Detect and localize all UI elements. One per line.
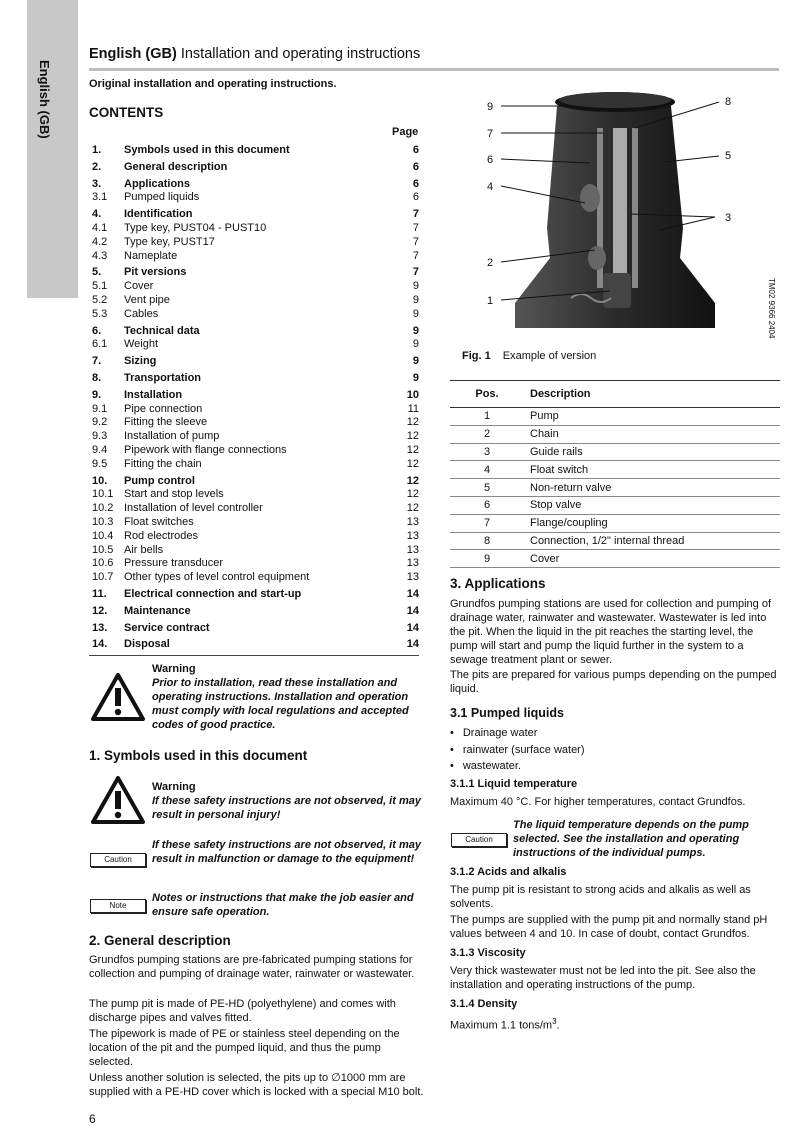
note-symbol-description: Notes or instructions that make the job easier and ensure safe operation. (152, 892, 414, 918)
toc-num: 9.3 (92, 430, 108, 443)
temperature-text: Maximum 40 °C. For higher temperatures, contact Grundfos. (450, 796, 746, 808)
toc-page: 7 (412, 235, 419, 248)
pos-header: Pos. (450, 381, 524, 408)
toc-num: 6. (92, 324, 102, 337)
toc-row (89, 372, 419, 386)
toc-num: 4.2 (92, 235, 108, 248)
toc-title: Weight (124, 338, 159, 351)
general-description-p1: Grundfos pumping stations are pre-fabricated pumping stations for collection and pumping of drainage water, rainwater or wastewater. (89, 954, 415, 980)
acids-p1: The pump pit is resistant to strong acids and alkalis as well as solvents. (450, 884, 751, 910)
toc-page: 13 (406, 557, 419, 570)
toc-row (89, 430, 419, 444)
subsection-3-1-heading: 3.1 Pumped liquids (450, 706, 564, 720)
description-cell: Float switch (524, 461, 780, 479)
side-language-label: English (GB) (37, 60, 52, 139)
toc-num: 4.1 (92, 221, 108, 234)
toc-row (89, 444, 419, 458)
contents-page-label: Page (392, 126, 419, 138)
toc-row (89, 516, 419, 530)
page-number: 6 (89, 1112, 96, 1126)
toc-row (89, 488, 419, 502)
temperature-caution-text: The liquid temperature depends on the pump selected. See the installation and operating instructions of the individual pumps. (513, 819, 749, 859)
toc-title: Identification (124, 208, 193, 221)
toc-title: Other types of level control equipment (124, 571, 310, 584)
contents-rule (89, 655, 419, 656)
toc-num: 10.7 (92, 571, 114, 584)
toc-page: 7 (412, 221, 419, 234)
pos-cell: 9 (450, 550, 524, 568)
toc-title: Disposal (124, 638, 170, 651)
pos-cell: 3 (450, 443, 524, 461)
table-row (450, 408, 780, 426)
toc-row (89, 403, 419, 417)
toc-title: Sizing (124, 355, 157, 368)
toc-num: 10.3 (92, 515, 114, 528)
toc-page: 12 (406, 474, 419, 487)
applications-p1: Grundfos pumping stations are used for collection and pumping of drainage water, rainwater and wastewater. Wastewater is led into the pit. When the liquid in the pit reaches the starting level, the pump will start and pump the liquid further in the system to a sewage treatment plant or sewer. (450, 598, 772, 666)
general-description-p2: The pump pit is made of PE-HD (polyethylene) and comes with discharge pipes and valves fitted. (89, 998, 396, 1024)
position-table (450, 380, 780, 568)
description-cell: Cover (524, 550, 780, 568)
note-icon: Note (90, 899, 146, 913)
caution-icon: Caution (451, 833, 507, 847)
description-cell: Connection, 1/2" internal thread (524, 532, 780, 550)
toc-page: 9 (412, 324, 419, 337)
toc-title: Nameplate (124, 249, 178, 262)
toc-title: Transportation (124, 371, 202, 384)
toc-num: 10.1 (92, 488, 114, 501)
toc-page: 13 (406, 529, 419, 542)
toc-page: 14 (406, 638, 419, 651)
list-item: • rainwater (surface water) (450, 742, 585, 759)
toc-page: 9 (412, 293, 419, 306)
viscosity-text: Very thick wastewater must not be led into the pit. See also the installation and operating instructions of the pump. (450, 965, 756, 991)
original-instructions-note: Original installation and operating instructions. (89, 78, 337, 90)
toc-title: Pipe connection (124, 402, 203, 415)
toc-num: 10.5 (92, 543, 114, 556)
toc-title: Air bells (124, 543, 164, 556)
toc-num: 5. (92, 266, 102, 279)
toc-row (89, 338, 419, 352)
toc-page: 6 (412, 177, 419, 190)
warning-label: Warning (152, 781, 196, 793)
toc-num: 4.3 (92, 249, 108, 262)
warning-text: If these safety instructions are not observed, it may result in personal injury! (152, 795, 421, 821)
table-row (450, 496, 780, 514)
density-end: . (556, 1019, 560, 1032)
toc-row (89, 458, 419, 472)
toc-title: Pressure transducer (124, 557, 224, 570)
subsection-3-1-3-heading: 3.1.3 Viscosity (450, 947, 526, 959)
toc-num: 11. (92, 587, 107, 600)
toc-num: 10.6 (92, 557, 114, 570)
caution-symbol-description: If these safety instructions are not observed, it may result in malfunction or damage to the equipment! (152, 839, 421, 865)
header-title: Installation and operating instructions (180, 46, 421, 62)
toc-page: 13 (406, 543, 419, 556)
toc-page: 9 (412, 338, 419, 351)
description-cell: Chain (524, 425, 780, 443)
pos-cell: 7 (450, 514, 524, 532)
toc-row (89, 557, 419, 571)
toc-num: 2. (92, 160, 102, 173)
toc-num: 14. (92, 638, 108, 651)
toc-title: Fitting the chain (124, 457, 202, 470)
callout-3: 3 (725, 212, 732, 224)
figure-label: Fig. 1 (462, 350, 491, 362)
toc-row (89, 355, 419, 369)
description-cell: Pump (524, 408, 780, 426)
toc-page: 12 (406, 443, 419, 456)
toc-page: 13 (406, 515, 419, 528)
toc-page: 6 (412, 191, 419, 204)
subsection-3-1-4-heading: 3.1.4 Density (450, 998, 518, 1010)
toc-row (89, 222, 419, 236)
callout-2: 2 (487, 257, 494, 269)
toc-page: 14 (406, 621, 419, 634)
applications-p2: The pits are prepared for various pumps depending on the pumped liquid. (450, 669, 777, 695)
toc-page: 12 (406, 488, 419, 501)
list-item: • wastewater. (450, 758, 585, 775)
callout-7: 7 (487, 128, 494, 140)
toc-page: 6 (412, 160, 419, 173)
section-2-heading: 2. General description (89, 933, 231, 948)
toc-row (89, 638, 419, 652)
toc-title: Pit versions (124, 266, 187, 279)
toc-row (89, 250, 419, 264)
toc-num: 5.1 (92, 280, 108, 293)
header-rule (89, 68, 779, 71)
toc-num: 9.5 (92, 457, 108, 470)
figure-caption-text: Example of version (502, 350, 597, 362)
toc-page: 9 (412, 371, 419, 384)
toc-page: 7 (412, 266, 419, 279)
warning-triangle-icon (90, 775, 146, 825)
pos-cell: 2 (450, 425, 524, 443)
toc-title: Pumped liquids (124, 191, 200, 204)
section-1-heading: 1. Symbols used in this document (89, 748, 308, 763)
toc-row (89, 502, 419, 516)
toc-row (89, 544, 419, 558)
toc-page: 13 (406, 571, 419, 584)
toc-title: Installation (124, 388, 183, 401)
subsection-3-1-1-heading: 3.1.1 Liquid temperature (450, 778, 578, 790)
section-3-heading: 3. Applications (450, 576, 546, 591)
toc-num: 13. (92, 621, 108, 634)
toc-title: Installation of pump (124, 430, 220, 443)
pos-cell: 6 (450, 496, 524, 514)
toc-title: Maintenance (124, 604, 191, 617)
warning-triangle-icon (90, 672, 146, 722)
toc-row (89, 266, 419, 280)
toc-page: 14 (406, 587, 419, 600)
toc-title: Symbols used in this document (124, 144, 290, 156)
table-row (450, 425, 780, 443)
toc-page: 9 (412, 280, 419, 293)
caution-icon: Caution (90, 853, 146, 867)
toc-title: Type key, PUST17 (124, 235, 215, 248)
figure-caption (462, 350, 596, 362)
toc-page: 12 (406, 502, 419, 515)
toc-row (89, 280, 419, 294)
callout-9: 9 (487, 101, 494, 113)
toc-row (89, 191, 419, 205)
toc-row (89, 144, 419, 158)
pumping-station-figure (475, 88, 775, 338)
toc-row (89, 308, 419, 322)
toc-title: Float switches (124, 515, 194, 528)
subsection-3-1-2-heading: 3.1.2 Acids and alkalis (450, 866, 567, 878)
pos-cell: 8 (450, 532, 524, 550)
toc-row (89, 622, 419, 636)
table-row (450, 532, 780, 550)
general-description-p4: Unless another solution is selected, the pits up to ∅1000 mm are supplied with a PE-HD cover which is locked with a special M10 bolt. (89, 1072, 424, 1098)
toc-title: Installation of level controller (124, 502, 263, 515)
toc-num: 3.1 (92, 191, 108, 204)
callout-4: 4 (487, 181, 494, 193)
table-row (450, 479, 780, 497)
table-of-contents (89, 144, 419, 652)
toc-page: 14 (406, 604, 419, 617)
toc-num: 5.3 (92, 307, 108, 320)
toc-num: 9. (92, 388, 102, 401)
density-text (450, 1015, 780, 1033)
pos-cell: 4 (450, 461, 524, 479)
warning-installation (152, 662, 422, 732)
toc-title: Technical data (124, 324, 200, 337)
toc-num: 10. (92, 474, 108, 487)
toc-page: 12 (406, 416, 419, 429)
toc-num: 1. (92, 144, 102, 156)
toc-page: 12 (406, 430, 419, 443)
figure-reference-code: TM02 9366 2404 (767, 278, 776, 339)
toc-title: General description (124, 160, 228, 173)
warning-symbol-description (152, 780, 422, 822)
toc-row (89, 161, 419, 175)
toc-row (89, 294, 419, 308)
toc-title: Cables (124, 307, 159, 320)
table-row (450, 514, 780, 532)
toc-row (89, 325, 419, 339)
toc-page: 11 (407, 402, 419, 415)
toc-num: 12. (92, 604, 108, 617)
toc-title: Start and stop levels (124, 488, 224, 501)
toc-page: 7 (412, 208, 419, 221)
toc-row (89, 571, 419, 585)
toc-row (89, 530, 419, 544)
toc-num: 9.4 (92, 443, 108, 456)
toc-page: 7 (412, 249, 419, 262)
callout-8: 8 (725, 96, 732, 108)
callout-5: 5 (725, 150, 732, 162)
callout-1: 1 (487, 295, 494, 307)
general-description-p3: The pipework is made of PE or stainless steel depending on the location of the pit and the pumped liquid, and thus the pump selected. (89, 1028, 400, 1068)
density-exponent: 3 (552, 1017, 557, 1026)
toc-row (89, 389, 419, 403)
toc-row (89, 236, 419, 250)
toc-num: 6.1 (92, 338, 108, 351)
toc-num: 10.4 (92, 529, 114, 542)
warning-label: Warning (152, 663, 196, 675)
toc-title: Rod electrodes (124, 529, 198, 542)
toc-num: 9.2 (92, 416, 108, 429)
density-value: Maximum 1.1 tons/m (450, 1019, 553, 1032)
table-row (450, 550, 780, 568)
toc-page: 12 (406, 457, 419, 470)
pumped-liquids-list (450, 725, 585, 775)
toc-row (89, 475, 419, 489)
toc-title: Type key, PUST04 - PUST10 (124, 221, 267, 234)
description-cell: Stop valve (524, 496, 780, 514)
toc-title: Cover (124, 280, 154, 293)
toc-num: 9.1 (92, 402, 108, 415)
header-language: English (GB) (89, 46, 177, 62)
toc-row (89, 208, 419, 222)
description-cell: Guide rails (524, 443, 780, 461)
toc-title: Electrical connection and start-up (124, 587, 302, 600)
contents-heading: CONTENTS (89, 105, 164, 120)
toc-row (89, 588, 419, 602)
acids-p2: The pumps are supplied with the pump pit and normally stand pH values between 4 and 10. In case of doubt, contact Grundfos. (450, 914, 768, 940)
toc-num: 5.2 (92, 293, 108, 306)
toc-row (89, 605, 419, 619)
toc-num: 10.2 (92, 502, 114, 515)
list-item: • Drainage water (450, 725, 585, 742)
toc-row (89, 178, 419, 192)
toc-num: 7. (92, 355, 102, 368)
toc-row (89, 416, 419, 430)
toc-num: 3. (92, 177, 102, 190)
side-language-tab (27, 0, 78, 298)
table-row (450, 443, 780, 461)
toc-title: Pipework with flange connections (124, 443, 287, 456)
toc-num: 4. (92, 208, 102, 221)
toc-page: 10 (406, 388, 419, 401)
toc-num: 8. (92, 371, 102, 384)
toc-title: Applications (124, 177, 191, 190)
toc-title: Service contract (124, 621, 210, 634)
warning-text: Prior to installation, read these installation and operating instructions. Installation and operation must comply with local regulations and accepted codes of good practice. (152, 677, 409, 731)
pos-cell: 1 (450, 408, 524, 426)
table-row (450, 461, 780, 479)
toc-title: Fitting the sleeve (124, 416, 208, 429)
callout-6: 6 (487, 154, 494, 166)
toc-page: 9 (412, 307, 419, 320)
description-cell: Non-return valve (524, 479, 780, 497)
toc-page: 6 (412, 144, 419, 156)
page-header (89, 46, 779, 62)
description-header: Description (524, 381, 780, 408)
toc-page: 9 (412, 355, 419, 368)
pos-cell: 5 (450, 479, 524, 497)
toc-title: Vent pipe (124, 293, 170, 306)
toc-title: Pump control (124, 474, 195, 487)
description-cell: Flange/coupling (524, 514, 780, 532)
